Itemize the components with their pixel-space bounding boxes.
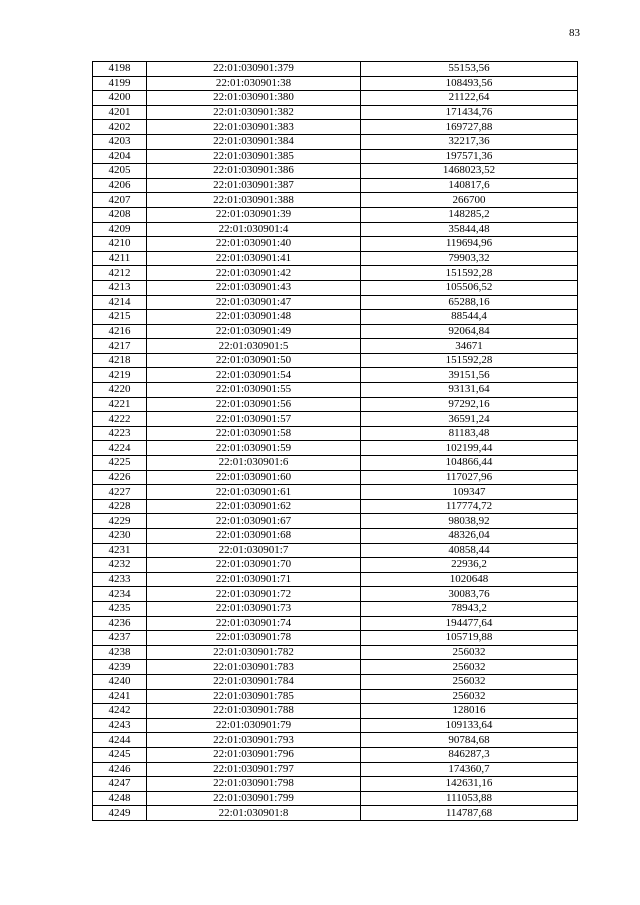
value-cell: 151592,28 <box>361 353 578 368</box>
value-cell: 169727,88 <box>361 120 578 135</box>
value-cell: 79903,32 <box>361 251 578 266</box>
value-cell: 102199,44 <box>361 441 578 456</box>
table-row <box>93 426 578 441</box>
row-number-cell: 4201 <box>93 105 147 120</box>
table-row <box>93 280 578 295</box>
cadastral-number-cell: 22:01:030901:57 <box>147 412 361 427</box>
value-cell: 21122,64 <box>361 91 578 106</box>
table-row <box>93 134 578 149</box>
table-row <box>93 178 578 193</box>
row-number-cell: 4216 <box>93 324 147 339</box>
table-row <box>93 76 578 91</box>
cadastral-number-cell: 22:01:030901:58 <box>147 426 361 441</box>
row-number-cell: 4238 <box>93 645 147 660</box>
cadastral-number-cell: 22:01:030901:41 <box>147 251 361 266</box>
table-row <box>93 762 578 777</box>
value-cell: 174360,7 <box>361 762 578 777</box>
row-number-cell: 4203 <box>93 134 147 149</box>
table-row <box>93 91 578 106</box>
value-cell: 256032 <box>361 689 578 704</box>
value-cell: 40858,44 <box>361 543 578 558</box>
value-cell: 114787,68 <box>361 806 578 821</box>
cadastral-number-cell: 22:01:030901:783 <box>147 660 361 675</box>
value-cell: 39151,56 <box>361 368 578 383</box>
value-cell: 90784,68 <box>361 733 578 748</box>
cadastral-number-cell: 22:01:030901:48 <box>147 310 361 325</box>
cadastral-number-cell: 22:01:030901:782 <box>147 645 361 660</box>
cadastral-number-cell: 22:01:030901:79 <box>147 718 361 733</box>
table-row <box>93 62 578 77</box>
value-cell: 88544,4 <box>361 310 578 325</box>
cadastral-number-cell: 22:01:030901:70 <box>147 558 361 573</box>
row-number-cell: 4205 <box>93 164 147 179</box>
value-cell: 256032 <box>361 645 578 660</box>
row-number-cell: 4206 <box>93 178 147 193</box>
value-cell: 266700 <box>361 193 578 208</box>
table-row <box>93 441 578 456</box>
value-cell: 92064,84 <box>361 324 578 339</box>
value-cell: 111053,88 <box>361 791 578 806</box>
cadastral-number-cell: 22:01:030901:72 <box>147 587 361 602</box>
value-cell: 104866,44 <box>361 456 578 471</box>
cadastral-number-cell: 22:01:030901:379 <box>147 62 361 77</box>
table-row <box>93 193 578 208</box>
row-number-cell: 4220 <box>93 383 147 398</box>
cadastral-number-cell: 22:01:030901:67 <box>147 514 361 529</box>
value-cell: 117027,96 <box>361 470 578 485</box>
cadastral-table <box>92 61 578 821</box>
row-number-cell: 4221 <box>93 397 147 412</box>
row-number-cell: 4229 <box>93 514 147 529</box>
row-number-cell: 4234 <box>93 587 147 602</box>
cadastral-number-cell: 22:01:030901:386 <box>147 164 361 179</box>
cadastral-number-cell: 22:01:030901:59 <box>147 441 361 456</box>
row-number-cell: 4242 <box>93 704 147 719</box>
row-number-cell: 4248 <box>93 791 147 806</box>
row-number-cell: 4214 <box>93 295 147 310</box>
table-row <box>93 368 578 383</box>
value-cell: 22936,2 <box>361 558 578 573</box>
cadastral-number-cell: 22:01:030901:43 <box>147 280 361 295</box>
table-row <box>93 222 578 237</box>
value-cell: 194477,64 <box>361 616 578 631</box>
value-cell: 105719,88 <box>361 631 578 646</box>
cadastral-number-cell: 22:01:030901:785 <box>147 689 361 704</box>
cadastral-number-cell: 22:01:030901:384 <box>147 134 361 149</box>
cadastral-number-cell: 22:01:030901:40 <box>147 237 361 252</box>
value-cell: 142631,16 <box>361 777 578 792</box>
row-number-cell: 4210 <box>93 237 147 252</box>
cadastral-number-cell: 22:01:030901:380 <box>147 91 361 106</box>
table-row <box>93 733 578 748</box>
cadastral-number-cell: 22:01:030901:38 <box>147 76 361 91</box>
value-cell: 197571,36 <box>361 149 578 164</box>
table-row <box>93 718 578 733</box>
row-number-cell: 4202 <box>93 120 147 135</box>
value-cell: 30083,76 <box>361 587 578 602</box>
row-number-cell: 4247 <box>93 777 147 792</box>
cadastral-number-cell: 22:01:030901:62 <box>147 499 361 514</box>
page-number: 83 <box>569 27 580 39</box>
table-row <box>93 791 578 806</box>
row-number-cell: 4240 <box>93 674 147 689</box>
cadastral-number-cell: 22:01:030901:56 <box>147 397 361 412</box>
table-row <box>93 310 578 325</box>
row-number-cell: 4228 <box>93 499 147 514</box>
row-number-cell: 4236 <box>93 616 147 631</box>
value-cell: 93131,64 <box>361 383 578 398</box>
value-cell: 108493,56 <box>361 76 578 91</box>
cadastral-number-cell: 22:01:030901:784 <box>147 674 361 689</box>
table-row <box>93 251 578 266</box>
row-number-cell: 4215 <box>93 310 147 325</box>
row-number-cell: 4209 <box>93 222 147 237</box>
row-number-cell: 4225 <box>93 456 147 471</box>
value-cell: 55153,56 <box>361 62 578 77</box>
cadastral-number-cell: 22:01:030901:385 <box>147 149 361 164</box>
table-row <box>93 339 578 354</box>
row-number-cell: 4223 <box>93 426 147 441</box>
row-number-cell: 4244 <box>93 733 147 748</box>
row-number-cell: 4235 <box>93 601 147 616</box>
table-row <box>93 383 578 398</box>
value-cell: 109347 <box>361 485 578 500</box>
row-number-cell: 4219 <box>93 368 147 383</box>
value-cell: 148285,2 <box>361 207 578 222</box>
value-cell: 81183,48 <box>361 426 578 441</box>
row-number-cell: 4237 <box>93 631 147 646</box>
table-row <box>93 747 578 762</box>
cadastral-number-cell: 22:01:030901:387 <box>147 178 361 193</box>
cadastral-number-cell: 22:01:030901:55 <box>147 383 361 398</box>
table-row <box>93 105 578 120</box>
value-cell: 34671 <box>361 339 578 354</box>
table-row <box>93 704 578 719</box>
table-row <box>93 558 578 573</box>
row-number-cell: 4230 <box>93 529 147 544</box>
row-number-cell: 4207 <box>93 193 147 208</box>
table-row <box>93 353 578 368</box>
table-row <box>93 514 578 529</box>
row-number-cell: 4199 <box>93 76 147 91</box>
value-cell: 97292,16 <box>361 397 578 412</box>
cadastral-number-cell: 22:01:030901:7 <box>147 543 361 558</box>
table-row <box>93 295 578 310</box>
row-number-cell: 4208 <box>93 207 147 222</box>
row-number-cell: 4227 <box>93 485 147 500</box>
value-cell: 151592,28 <box>361 266 578 281</box>
row-number-cell: 4231 <box>93 543 147 558</box>
value-cell: 119694,96 <box>361 237 578 252</box>
cadastral-number-cell: 22:01:030901:73 <box>147 601 361 616</box>
row-number-cell: 4245 <box>93 747 147 762</box>
table-row <box>93 616 578 631</box>
row-number-cell: 4239 <box>93 660 147 675</box>
cadastral-number-cell: 22:01:030901:797 <box>147 762 361 777</box>
table-row <box>93 631 578 646</box>
cadastral-number-cell: 22:01:030901:71 <box>147 572 361 587</box>
row-number-cell: 4213 <box>93 280 147 295</box>
cadastral-number-cell: 22:01:030901:8 <box>147 806 361 821</box>
value-cell: 1020648 <box>361 572 578 587</box>
cadastral-number-cell: 22:01:030901:68 <box>147 529 361 544</box>
cadastral-number-cell: 22:01:030901:60 <box>147 470 361 485</box>
table-row <box>93 470 578 485</box>
cadastral-number-cell: 22:01:030901:47 <box>147 295 361 310</box>
cadastral-number-cell: 22:01:030901:42 <box>147 266 361 281</box>
row-number-cell: 4200 <box>93 91 147 106</box>
table-row <box>93 777 578 792</box>
row-number-cell: 4226 <box>93 470 147 485</box>
row-number-cell: 4218 <box>93 353 147 368</box>
cadastral-number-cell: 22:01:030901:383 <box>147 120 361 135</box>
table-row <box>93 456 578 471</box>
cadastral-number-cell: 22:01:030901:61 <box>147 485 361 500</box>
value-cell: 109133,64 <box>361 718 578 733</box>
table-row <box>93 499 578 514</box>
row-number-cell: 4241 <box>93 689 147 704</box>
table-row <box>93 543 578 558</box>
row-number-cell: 4217 <box>93 339 147 354</box>
cadastral-number-cell: 22:01:030901:49 <box>147 324 361 339</box>
table-row <box>93 266 578 281</box>
cadastral-number-cell: 22:01:030901:74 <box>147 616 361 631</box>
cadastral-number-cell: 22:01:030901:793 <box>147 733 361 748</box>
row-number-cell: 4246 <box>93 762 147 777</box>
row-number-cell: 4243 <box>93 718 147 733</box>
cadastral-number-cell: 22:01:030901:796 <box>147 747 361 762</box>
row-number-cell: 4249 <box>93 806 147 821</box>
table-row <box>93 806 578 821</box>
row-number-cell: 4204 <box>93 149 147 164</box>
value-cell: 140817,6 <box>361 178 578 193</box>
value-cell: 78943,2 <box>361 601 578 616</box>
row-number-cell: 4198 <box>93 62 147 77</box>
cadastral-number-cell: 22:01:030901:54 <box>147 368 361 383</box>
value-cell: 36591,24 <box>361 412 578 427</box>
row-number-cell: 4232 <box>93 558 147 573</box>
row-number-cell: 4233 <box>93 572 147 587</box>
value-cell: 128016 <box>361 704 578 719</box>
row-number-cell: 4211 <box>93 251 147 266</box>
table-row <box>93 485 578 500</box>
table-row <box>93 572 578 587</box>
row-number-cell: 4224 <box>93 441 147 456</box>
value-cell: 98038,92 <box>361 514 578 529</box>
cadastral-number-cell: 22:01:030901:6 <box>147 456 361 471</box>
table-row <box>93 645 578 660</box>
cadastral-number-cell: 22:01:030901:788 <box>147 704 361 719</box>
value-cell: 35844,48 <box>361 222 578 237</box>
row-number-cell: 4212 <box>93 266 147 281</box>
table-row <box>93 237 578 252</box>
table-body <box>93 62 578 821</box>
value-cell: 65288,16 <box>361 295 578 310</box>
table-row <box>93 120 578 135</box>
value-cell: 48326,04 <box>361 529 578 544</box>
cadastral-number-cell: 22:01:030901:50 <box>147 353 361 368</box>
value-cell: 1468023,52 <box>361 164 578 179</box>
table-row <box>93 587 578 602</box>
table-row <box>93 660 578 675</box>
cadastral-number-cell: 22:01:030901:382 <box>147 105 361 120</box>
table-row <box>93 601 578 616</box>
cadastral-number-cell: 22:01:030901:78 <box>147 631 361 646</box>
cadastral-number-cell: 22:01:030901:798 <box>147 777 361 792</box>
table-row <box>93 412 578 427</box>
value-cell: 105506,52 <box>361 280 578 295</box>
table-row <box>93 674 578 689</box>
table-row <box>93 207 578 222</box>
table-row <box>93 164 578 179</box>
value-cell: 846287,3 <box>361 747 578 762</box>
table-row <box>93 529 578 544</box>
cadastral-number-cell: 22:01:030901:5 <box>147 339 361 354</box>
value-cell: 171434,76 <box>361 105 578 120</box>
value-cell: 256032 <box>361 660 578 675</box>
cadastral-number-cell: 22:01:030901:388 <box>147 193 361 208</box>
row-number-cell: 4222 <box>93 412 147 427</box>
table-row <box>93 689 578 704</box>
table-row <box>93 397 578 412</box>
value-cell: 117774,72 <box>361 499 578 514</box>
table-row <box>93 149 578 164</box>
table-row <box>93 324 578 339</box>
cadastral-number-cell: 22:01:030901:4 <box>147 222 361 237</box>
cadastral-number-cell: 22:01:030901:799 <box>147 791 361 806</box>
value-cell: 256032 <box>361 674 578 689</box>
cadastral-number-cell: 22:01:030901:39 <box>147 207 361 222</box>
value-cell: 32217,36 <box>361 134 578 149</box>
